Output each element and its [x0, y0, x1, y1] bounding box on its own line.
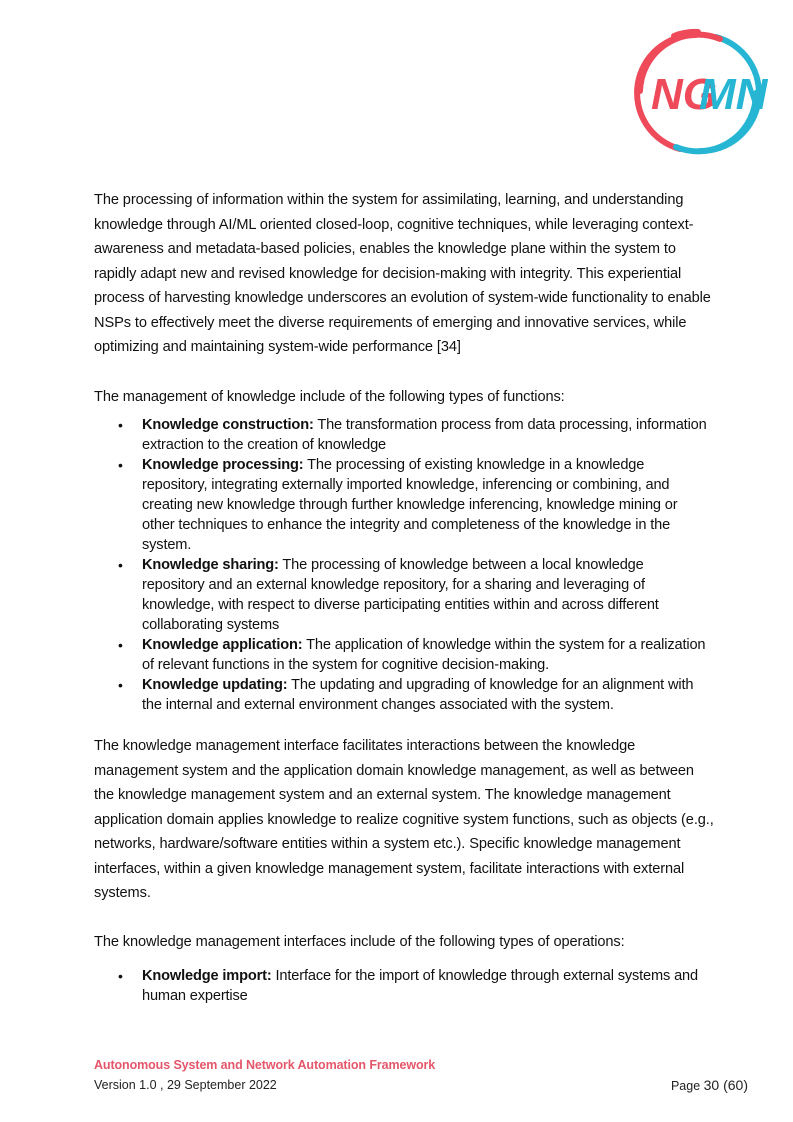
- list-item-term: Knowledge application:: [142, 637, 303, 653]
- logo-text-mn: MN: [699, 70, 768, 119]
- bullet-icon: •: [118, 557, 123, 573]
- paragraph-operations-intro: The knowledge management interfaces include of the following types of operations:: [94, 933, 625, 950]
- list-item-term: Knowledge processing:: [142, 457, 304, 473]
- list-item-term: Knowledge construction:: [142, 417, 314, 433]
- list-item: [94, 415, 710, 455]
- list-item-desc: The application of knowledge within the system for a realization of relevant functions in the system for cognitive decision-making.: [142, 637, 706, 673]
- footer-page-number: [671, 1077, 748, 1093]
- operations-list: [94, 966, 714, 1006]
- paragraph-functions-intro: The management of knowledge include of the following types of functions:: [94, 388, 565, 405]
- ngmn-logo: [636, 29, 768, 157]
- list-item: [94, 555, 710, 635]
- list-item-desc: Interface for the import of knowledge through external systems and human expertise: [142, 968, 698, 1004]
- bullet-icon: •: [118, 677, 123, 693]
- bullet-icon: •: [118, 417, 123, 433]
- footer-version: Version 1.0 , 29 September 2022: [94, 1078, 277, 1092]
- list-item-term: Knowledge sharing:: [142, 557, 279, 573]
- list-item-desc: The processing of existing knowledge in a knowledge repository, integrating externally imported knowledge, inferencing or combining, and creating new knowledge through further knowledge inferencing, knowledge mining or other techniques to enhance the integrity and completeness of the knowledge in the system.: [142, 457, 678, 553]
- paragraph-interface: The knowledge management interface facilitates interactions between the knowledge management system and the application domain knowledge management, as well as between the knowledge management system and an external system. The knowledge management application domain applies knowledge to realize cognitive system functions, such as objects (e.g., networks, hardware/software entities within a system etc.). Specific knowledge management interfaces, within a given knowledge management system, facilitate interactions with external systems.: [94, 738, 714, 901]
- list-item-term: Knowledge import:: [142, 968, 272, 984]
- document-body: [94, 188, 714, 1006]
- list-item: [94, 966, 710, 1006]
- bullet-icon: •: [118, 637, 123, 653]
- page-label: Page: [670, 1079, 704, 1093]
- footer-document-title: Autonomous System and Network Automation Framework: [94, 1058, 436, 1072]
- page-current: 30: [703, 1077, 720, 1093]
- paragraph-knowledge-processing: The processing of information within the system for assimilating, learning, and understanding knowledge through AI/ML oriented closed-loop, cognitive techniques, while leveraging context-awareness and metadata-based policies, enables the knowledge plane within the system to rapidly adapt new and revised knowledge for decision-making with integrity. This experiential process of harvesting knowledge underscores an evolution of system-wide functionality to enable NSPs to effectively meet the diverse requirements of emerging and innovative services, while optimizing and maintaining system-wide performance [34]: [94, 192, 711, 355]
- logo-text-ng: NG: [651, 70, 717, 119]
- functions-list: [94, 415, 714, 715]
- list-item: [94, 635, 710, 675]
- list-item-desc: The processing of knowledge between a local knowledge repository and an external knowledge repository, for a sharing and leveraging of knowledge, with respect to diverse participating entities within and across different collaborating systems: [142, 557, 659, 633]
- list-item-desc: The updating and upgrading of knowledge for an alignment with the internal and external environment changes associated with the system.: [142, 677, 694, 713]
- list-item: [94, 675, 710, 715]
- bullet-icon: •: [118, 968, 123, 984]
- bullet-icon: •: [118, 457, 123, 473]
- list-item-desc: The transformation process from data processing, information extraction to the creation of knowledge: [142, 417, 707, 453]
- list-item: [94, 455, 710, 555]
- page-total: (60): [719, 1077, 748, 1093]
- list-item-term: Knowledge updating:: [142, 677, 288, 693]
